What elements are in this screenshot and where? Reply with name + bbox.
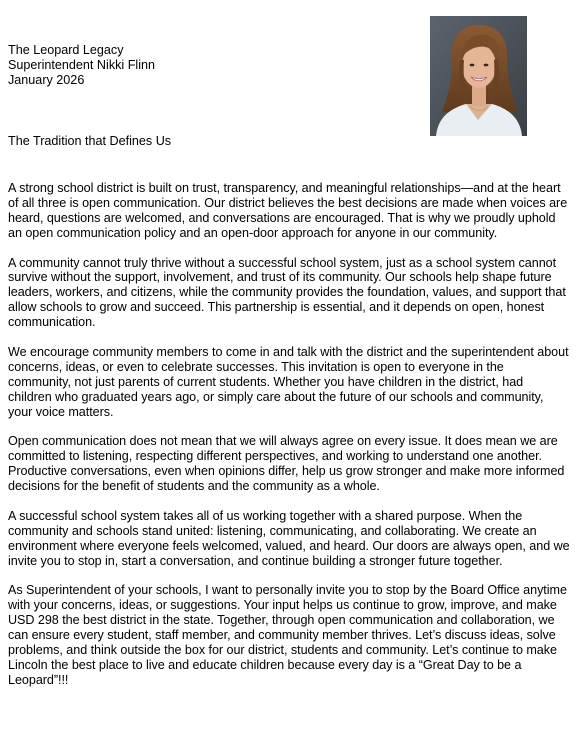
superintendent-portrait (430, 16, 527, 136)
paragraph: We encourage community members to come in and talk with the district and the superintendent about concerns, ideas, or even to celebrate successes. This invitation is open to everyone in the community, not just parents of current students. Whether you have children in the district, had children who graduated years ago, or simply care about the future of our schools and community, your voice matters. (8, 344, 569, 419)
portrait-illustration (430, 16, 527, 136)
section-title: The Tradition that Defines Us (8, 134, 172, 148)
paragraph: Open communication does not mean that we will always agree on every issue. It does mean we are committed to listening, respecting different perspectives, and working to understand one another. Productive conversations, even when opinions differ, help us grow stronger and make more informed decisions for the benefit of students and the community as a whole. (8, 434, 565, 494)
letter-body (8, 181, 570, 703)
paragraph: A community cannot truly thrive without a successful school system, just as a school system cannot survive without the support, involvement, and trust of its community. Our schools help shape future leaders, workers, and citizens, while the community provides the foundation, values, and support that allow schools to grow and succeed. This partnership is essential, and it depends on open, honest communication. (8, 255, 566, 330)
newsletter-header (8, 43, 388, 88)
newsletter-title: The Leopard Legacy (8, 43, 124, 57)
paragraph: A successful school system takes all of us working together with a shared purpose. When the community and schools stand united: listening, communicating, and collaborating. We create an environment where everyone feels welcomed, valued, and heard. Our doors are always open, and we invite you to stop in, start a conversation, and continue building a stronger future together. (8, 508, 570, 568)
author-line: Superintendent Nikki Flinn (8, 57, 156, 72)
paragraph: As Superintendent of your schools, I want to personally invite you to stop by the Board Office anytime with your concerns, ideas, or suggestions. Your input helps us continue to grow, improve, and make USD 298 the best district in the state. Together, through open communication and collaboration, we can ensure every student, staff member, and community member thrives. Let’s discuss ideas, solve problems, and think outside the box for our district, students and community. Let’s continue to make Lincoln the best place to live and educate children because every day is a “Great Day to be a Leopard”!!! (8, 583, 567, 687)
paragraph: A strong school district is built on trust, transparency, and meaningful relationships—and at the heart of all three is open communication. Our district believes the best decisions are made when voices are heard, questions are welcomed, and conversations are encouraged. That is why we proudly uphold an open communication policy and an open-door approach for anyone in our community. (8, 181, 568, 240)
date-line: January 2026 (8, 72, 85, 87)
